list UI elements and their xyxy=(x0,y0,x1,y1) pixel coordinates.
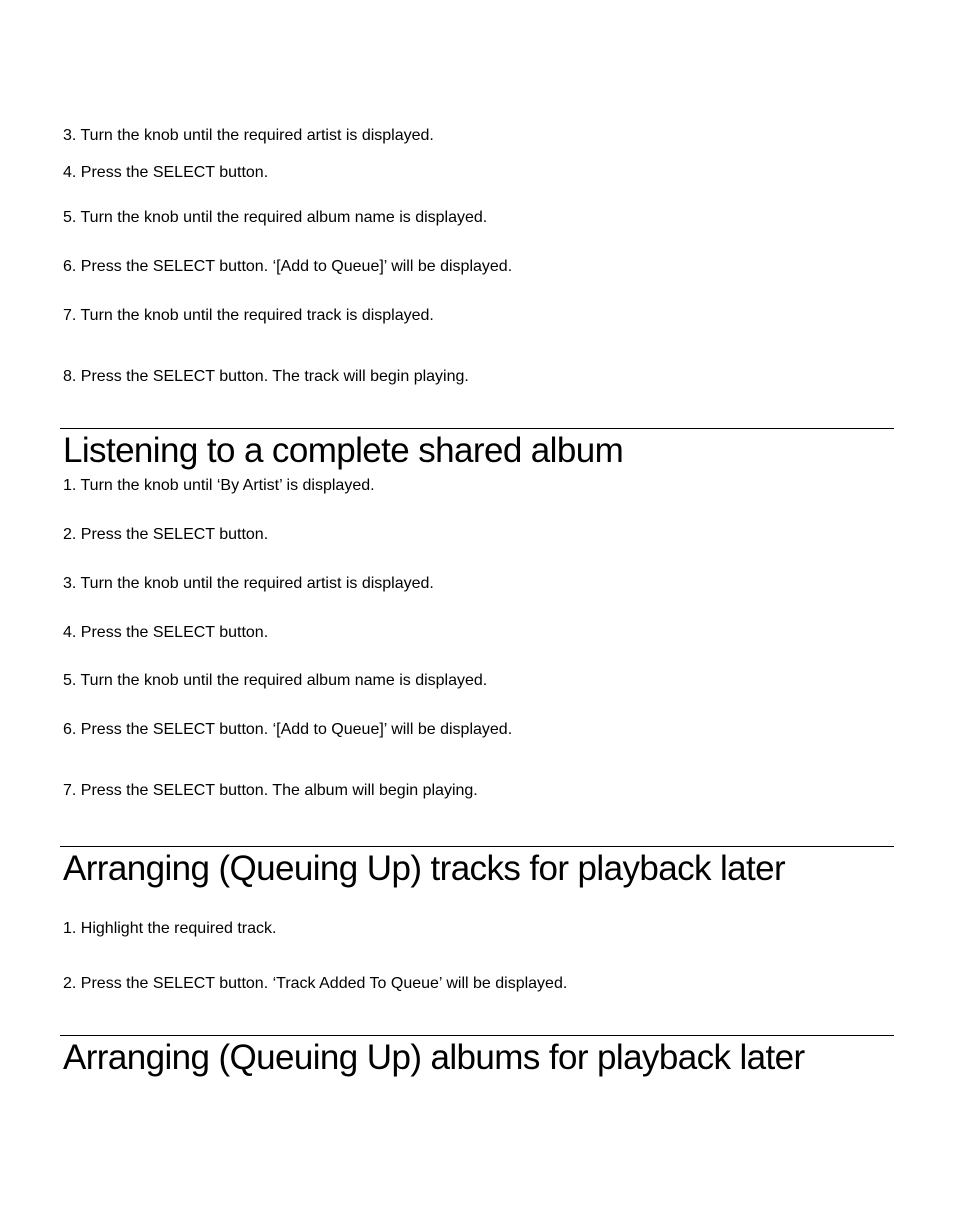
step-item: 4. Press the SELECT button. xyxy=(63,164,269,181)
step-item: 3. Turn the knob until the required artist is displayed. xyxy=(63,575,434,592)
step-item: 5. Turn the knob until the required album name is displayed. xyxy=(63,672,488,689)
section-divider xyxy=(60,428,894,429)
section-divider xyxy=(60,846,894,847)
section-heading-queue-tracks: Arranging (Queuing Up) tracks for playback later xyxy=(63,849,786,888)
section-heading-complete-album: Listening to a complete shared album xyxy=(63,431,624,470)
step-item: 6. Press the SELECT button. ‘[Add to Queue]’ will be displayed. xyxy=(63,721,513,738)
step-item: 1. Turn the knob until ‘By Artist’ is displayed. xyxy=(63,477,375,494)
step-item: 1. Highlight the required track. xyxy=(63,920,277,937)
step-item: 3. Turn the knob until the required artist is displayed. xyxy=(63,127,434,144)
step-item: 4. Press the SELECT button. xyxy=(63,624,269,641)
step-item: 2. Press the SELECT button. ‘Track Added To Queue’ will be displayed. xyxy=(63,975,568,992)
step-item: 8. Press the SELECT button. The track will begin playing. xyxy=(63,368,469,385)
step-item: 6. Press the SELECT button. ‘[Add to Queue]’ will be displayed. xyxy=(63,258,513,275)
step-item: 7. Press the SELECT button. The album will begin playing. xyxy=(63,782,478,799)
step-item: 7. Turn the knob until the required track is displayed. xyxy=(63,307,434,324)
section-divider xyxy=(60,1035,894,1036)
section-heading-queue-albums: Arranging (Queuing Up) albums for playback later xyxy=(63,1038,805,1077)
step-item: 5. Turn the knob until the required album name is displayed. xyxy=(63,209,488,226)
step-item: 2. Press the SELECT button. xyxy=(63,526,269,543)
